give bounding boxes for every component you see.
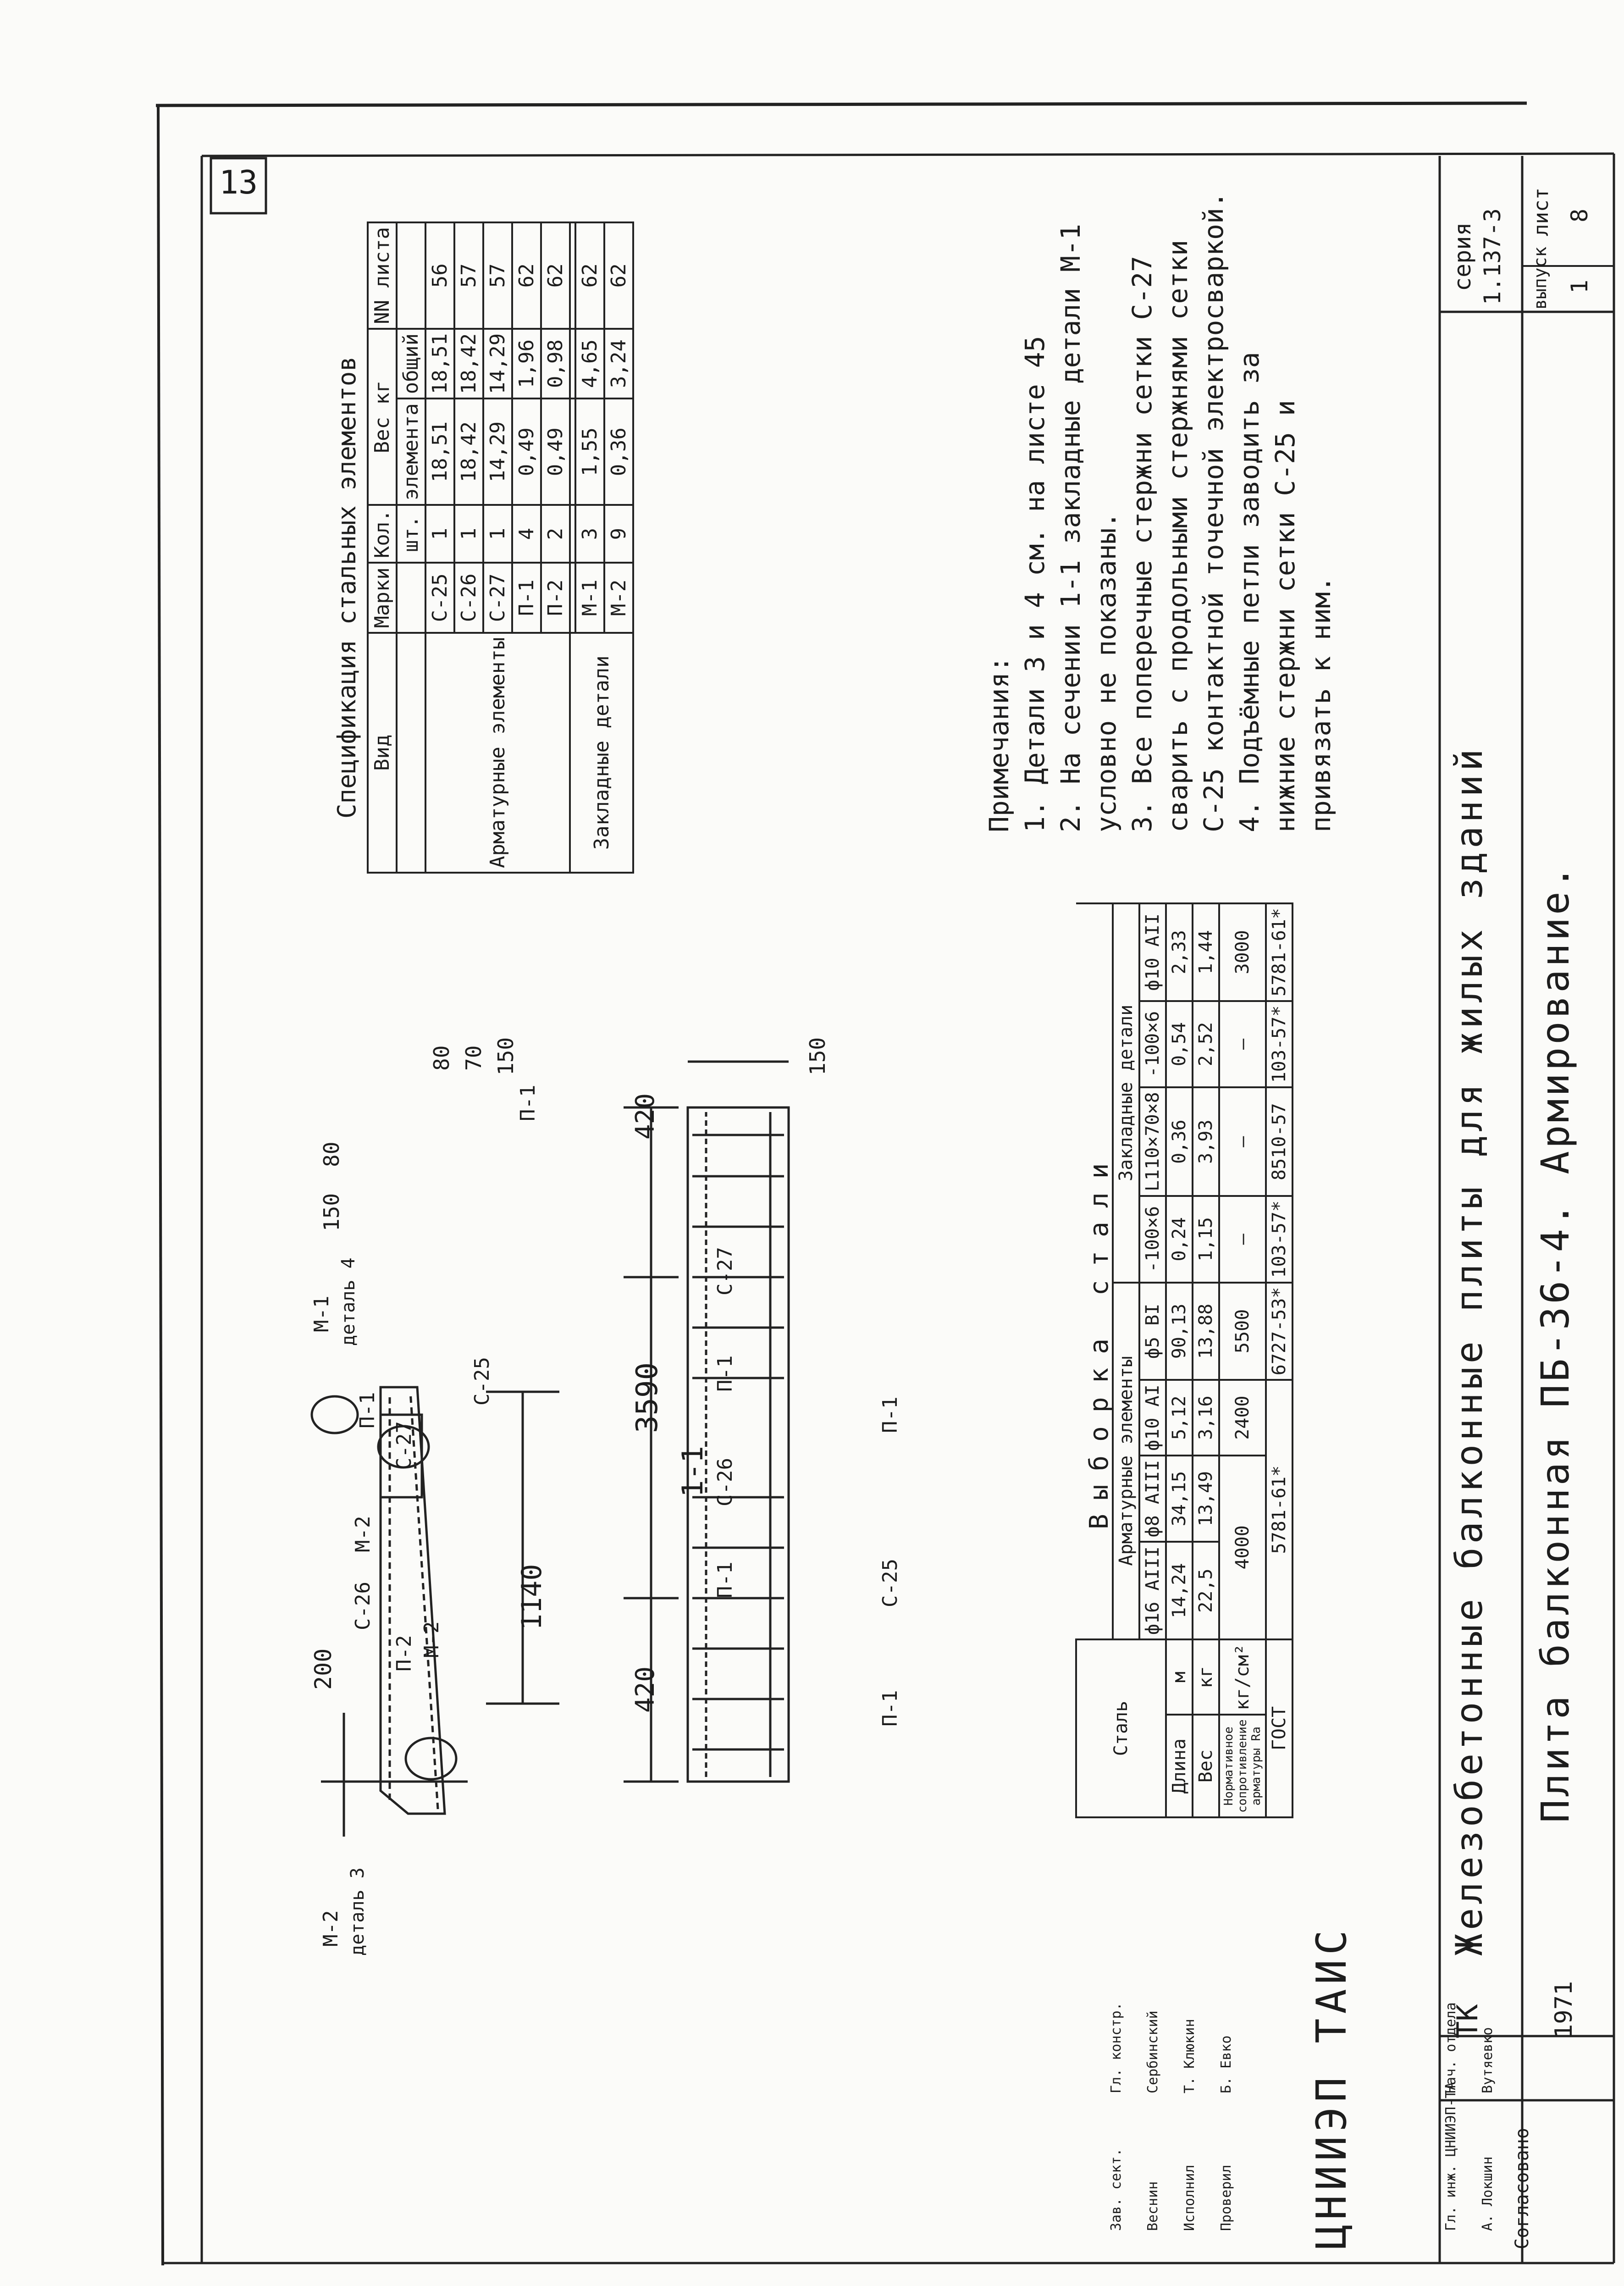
section-label: 1-1 [676, 1446, 709, 1497]
stamp-row: Гл. инж. ЦНИИЭП-ТА [1443, 2081, 1459, 2231]
spec-h-qty-unit: шт. [397, 505, 425, 563]
spec-h-kind: Вид [368, 633, 397, 873]
note-line: условно не показаны. [1091, 512, 1122, 832]
spec-h-w-elem: элемента [397, 399, 425, 505]
steel-row: Вес кг 22,5 13,49 3,16 13,88 1,15 3,93 2,52 1,44 [1193, 903, 1219, 1817]
dim-70: 70 [461, 1045, 486, 1071]
note-line: 1. Детали 3 и 4 см. на листе 45 [1019, 336, 1050, 832]
spec-h-weight: Вес кг [368, 329, 397, 505]
label-c25: С-25 [470, 1357, 494, 1406]
dim-150c: 150 [805, 1037, 830, 1075]
issue-number: 1 [1566, 279, 1593, 293]
spec-row: П-2 2 0,49 0,98 62 [541, 222, 570, 873]
note-line: 3. Все поперечные стержни сетки С-27 [1127, 255, 1158, 832]
label-m2c: М-2 [319, 1910, 342, 1947]
label-detail4: деталь 4 [338, 1257, 359, 1346]
notes-heading: Примечания: [983, 656, 1015, 832]
label-m1: М-1 [310, 1295, 333, 1332]
stamp-row: Зав. сект. [1108, 2148, 1124, 2231]
title-line-2: Плита балконная ПБ-36-4. Армирование. [1533, 863, 1578, 1823]
spec-h-mark: Марки [368, 563, 397, 632]
steel-h-zak: Закладные детали [1113, 903, 1139, 1283]
spec-h-w-total: общий [397, 329, 425, 399]
dim-80a: 80 [319, 1141, 344, 1167]
series-value: 1.137-3 [1479, 208, 1506, 305]
spec-row: Арматурные элементы С-25 1 18,51 18,51 56 [425, 222, 454, 873]
stamp-row: А. Локшин [1480, 2156, 1496, 2231]
steel-h-steel: Сталь [1076, 1639, 1166, 1817]
stamp-row: Б. Евко [1218, 2035, 1234, 2093]
series-label: серия [1449, 222, 1476, 291]
dim-200: 200 [310, 1648, 337, 1690]
title-line-1: Железобетонные балконные плиты для жилых зданий [1448, 745, 1491, 1956]
spec-row: М-2 9 0,36 3,24 62 [604, 222, 633, 873]
dim-420a: 420 [630, 1666, 660, 1713]
label-p1f: П-1 [878, 1396, 902, 1433]
steel-row: ГОСТ 5781-61* 6727-53* 103-57* 8510-57 103-57* 5781-61* [1266, 903, 1293, 1817]
steel-row: Нормативное сопротивление арматуры Rа кг/см² 4000 2400 5500 — — — 3000 [1219, 903, 1266, 1817]
sheet-number-box: 8 [1566, 208, 1593, 222]
dim-1140: 1140 [516, 1564, 548, 1630]
sheet-number: 13 [219, 163, 258, 201]
note-line: С-25 контактной точечной электросваркой. [1198, 192, 1229, 832]
label-c27b: С-27 [713, 1247, 737, 1295]
label-m2b: М-2 [351, 1516, 375, 1552]
dim-420b: 420 [630, 1093, 660, 1140]
steel-table: Сталь Арматурные элементы Закладные детали ф16 АIII ф8 АIII ф10 АI ф5 ВI -100×6 L110×70×8 -100×6 ф10 АII Длина м 14,24 34,15 5,12 90,13 0,24 0,36 0,54 2,33 Вес кг 22,5 13,49 3,16 13,88 1,15 3,93 2,52 1,44 Нормативное сопротивление арматуры Rа кг/см² 4000 2400 5500 — — — 3000 ГОСТ 5781-61* 6727-53* 103-57* 8510-57 103-57* 5781-61* [1075, 902, 1293, 1818]
label-p1: П-1 [356, 1392, 379, 1428]
label-p1e: П-1 [713, 1355, 737, 1392]
spec-group-2: Закладные детали [570, 633, 633, 873]
label-p2: П-2 [392, 1635, 416, 1672]
label-c26b: С-26 [713, 1458, 737, 1506]
label-c25b: С-25 [878, 1559, 902, 1607]
dim-150: 150 [319, 1193, 344, 1231]
label-p1b: П-1 [516, 1085, 540, 1121]
title-tk: ТК [1451, 2004, 1484, 2038]
label-m2: М-2 [420, 1621, 443, 1658]
dim-150b: 150 [493, 1037, 518, 1075]
steel-row: Длина м 14,24 34,15 5,12 90,13 0,24 0,36 0,54 2,33 [1166, 903, 1193, 1817]
spec-group-1: Арматурные элементы [425, 633, 570, 873]
label-c26: С-26 [351, 1582, 375, 1630]
reinforcement-drawing [275, 1002, 1055, 1873]
spec-row [570, 222, 575, 873]
spec-row: М-1 3 1,55 4,65 62 [575, 222, 604, 873]
note-line: привязать к ним. [1305, 576, 1337, 832]
stamp-org: ЦНИИЭП ТАИС [1308, 1925, 1356, 2249]
note-line: 2. На сечении 1-1 закладные детали М-1 [1055, 224, 1086, 832]
notes-block [981, 192, 1339, 832]
note-line: 4. Подъёмные петли заводить за [1234, 352, 1265, 832]
stamp-soglasovano: Согласовано [1512, 2128, 1533, 2249]
spec-row: С-26 1 18,42 18,42 57 [454, 222, 483, 873]
label-p1c: П-1 [878, 1690, 902, 1727]
label-c27: С-27 [392, 1421, 416, 1470]
note-line: сварить с продольными стержнями сетки [1162, 239, 1193, 832]
spec-h-sheet: NN листа [368, 222, 397, 329]
stamp-row: Вутяевко [1480, 2027, 1496, 2093]
spec-title: Спецификация стальных элементов [332, 356, 361, 819]
stamp-row: Сербинский [1145, 2010, 1161, 2093]
stamp-row: Проверил [1218, 2164, 1234, 2231]
issue-label: выпуск [1530, 246, 1550, 310]
title-year: 1971 [1550, 1981, 1578, 2038]
spec-h-qty: Кол. [368, 505, 397, 563]
label-p1d: П-1 [713, 1561, 737, 1598]
stamp-row: Веснин [1145, 2181, 1161, 2231]
label-detail3: деталь 3 [347, 1867, 368, 1956]
spec-row: С-27 1 14,29 14,29 57 [483, 222, 512, 873]
steel-h-arm: Арматурные элементы [1113, 1283, 1139, 1639]
spec-table [367, 221, 634, 874]
stamp-row: Нач. отдела [1443, 2002, 1459, 2093]
stamp-row: Исполнил [1182, 2164, 1198, 2231]
spec-row: П-1 4 0,49 1,96 62 [512, 222, 541, 873]
note-line: нижние стержни сетки С-25 и [1270, 400, 1301, 832]
steel-title: Выборка стали [1084, 1149, 1114, 1529]
dim-80: 80 [429, 1045, 454, 1071]
dim-3590: 3590 [630, 1362, 664, 1433]
stamp-row: Т. Клюкин [1182, 2019, 1198, 2093]
sheet-label: лист [1530, 188, 1553, 236]
stamp-row: Гл. констр. [1108, 2002, 1124, 2093]
